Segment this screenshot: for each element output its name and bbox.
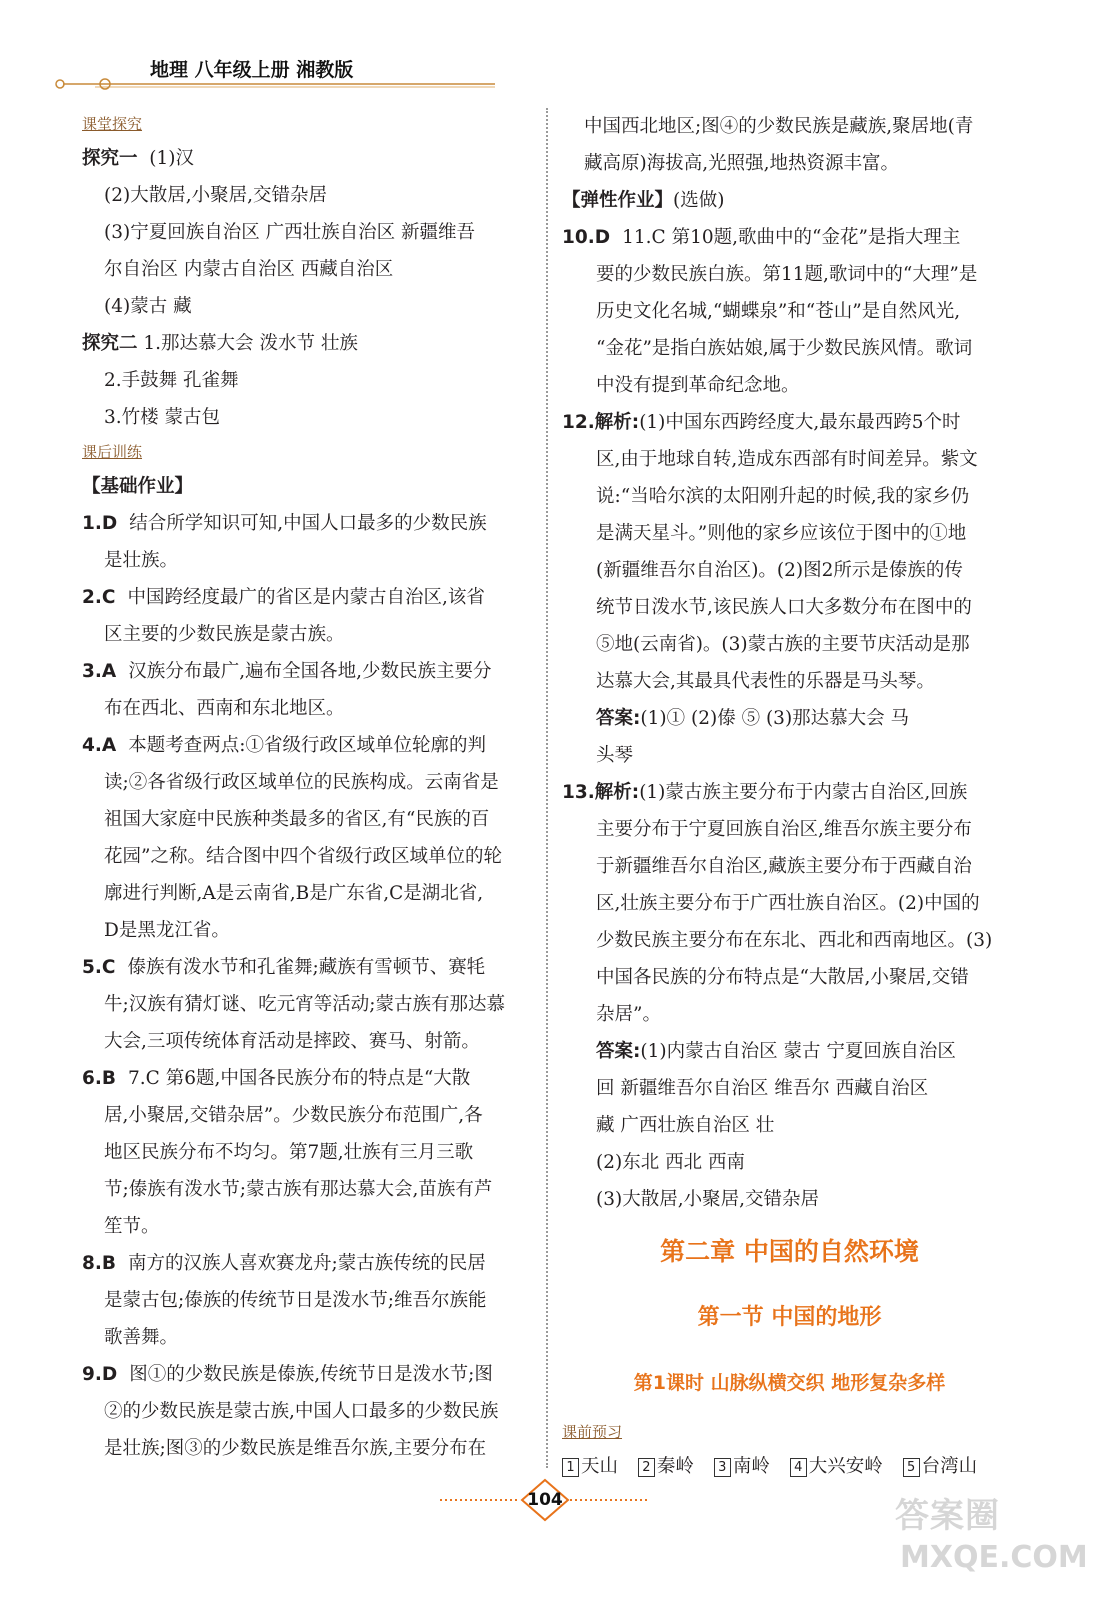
q4-text: 本题考查两点:①省级行政区域单位轮廓的判	[128, 735, 486, 756]
preview-item	[714, 1456, 770, 1477]
preview-item-number: 3	[714, 1458, 731, 1477]
q3-line1	[82, 653, 537, 690]
q6-line2: 居,小聚居,交错杂居”。少数民族分布范围广,各	[104, 1105, 483, 1126]
q4-line4: 花园”之称。结合图中四个省级行政区域单位的轮	[104, 846, 502, 867]
page-footer	[440, 1478, 650, 1522]
q8-number: 8.B	[82, 1253, 117, 1274]
q6-line5: 笙节。	[104, 1216, 160, 1237]
q13-line5: 少数民族主要分布在东北、西北和西南地区。(3)	[596, 930, 993, 951]
preview-item	[638, 1456, 694, 1477]
q1-text: 结合所学知识可知,中国人口最多的少数民族	[129, 513, 487, 534]
q12-line8: 达慕大会,其最具代表性的乐器是马头琴。	[596, 671, 935, 692]
q13-line1	[562, 774, 1017, 811]
section-tag-preview: 课前预习	[562, 1423, 623, 1441]
q4-line3: 祖国大家庭中民族种类最多的省区,有“民族的百	[104, 809, 490, 830]
q13-answer-line1	[562, 1033, 1017, 1070]
tanjiu2-line3: 3.竹楼 蒙古包	[104, 407, 221, 428]
tanjiu2-line2: 2.手鼓舞 孔雀舞	[104, 370, 239, 391]
q12-line5: (新疆维吾尔自治区)。(2)图2所示是傣族的传	[596, 560, 963, 581]
q4-line2: 读;②各省级行政区域单位的民族构成。云南省是	[104, 772, 499, 793]
q12-line7: ⑤地(云南省)。(3)蒙古族的主要节庆活动是那	[596, 634, 970, 655]
book-title: 地理 八年级上册 湘教版	[150, 59, 354, 81]
q8-text: 南方的汉族人喜欢赛龙舟;蒙古族传统的民居	[128, 1253, 486, 1274]
q13-text: (1)蒙古族主要分布于内蒙古自治区,回族	[639, 782, 968, 803]
q5-line1	[82, 949, 537, 986]
q4-line5: 廓进行判断,A是云南省,B是广东省,C是湖北省,	[104, 883, 484, 904]
q5-line3: 大会,三项传统体育活动是摔跤、赛马、射箭。	[104, 1031, 480, 1052]
q6-line1	[82, 1060, 537, 1097]
q4-line1	[82, 727, 537, 764]
q12-text: (1)中国东西跨经度大,最东最西跨5个时	[639, 412, 961, 433]
q9-line2: ②的少数民族是蒙古族,中国人口最多的少数民族	[104, 1401, 499, 1422]
q13-line2: 主要分布于宁夏回族自治区,维吾尔族主要分布	[596, 819, 972, 840]
q10-text: 11.C 第10题,歌曲中的“金花”是指大理主	[622, 227, 961, 248]
preview-item-text: 秦岭	[656, 1456, 694, 1477]
tanjiu1-line2: (2)大散居,小聚居,交错杂居	[104, 185, 327, 206]
q12-line4: 是满天星斗。”则他的家乡应该位于图中的①地	[596, 523, 967, 544]
q13-label: 解析:	[594, 782, 640, 803]
preview-item-text: 天山	[581, 1456, 619, 1477]
q6-text: 7.C 第6题,中国各民族分布的特点是“大散	[128, 1068, 471, 1089]
q6-line3: 地区民族分布不均匀。第7题,壮族有三月三歌	[104, 1142, 474, 1163]
q13-line7: 杂居”。	[596, 1004, 661, 1025]
q9-text: 图①的少数民族是傣族,传统节日是泼水节;图	[129, 1364, 493, 1385]
q12-answer-line1	[562, 700, 1017, 737]
preview-item	[562, 1456, 618, 1477]
tanjiu1-line4: 尔自治区 内蒙古自治区 西藏自治区	[104, 259, 394, 280]
q10-line3: 历史文化名城,“蝴蝶泉”和“苍山”是自然风光,	[596, 301, 961, 322]
q5-number: 5.C	[82, 957, 116, 978]
lesson-title: 第1课时 山脉纵横交织 地形复杂多样	[633, 1372, 946, 1394]
tanjiu2-line1	[82, 325, 537, 362]
tanjiu1-label: 探究一	[82, 148, 138, 169]
q12-line3: 说:“当哈尔滨的太阳刚升起的时候,我的家乡仍	[596, 486, 970, 507]
q4-number: 4.A	[82, 735, 117, 756]
q13-line3: 于新疆维吾尔自治区,藏族主要分布于西藏自治	[596, 856, 972, 877]
chapter-title: 第二章 中国的自然环境	[660, 1237, 919, 1266]
tanjiu2-text: 1.那达慕大会 泼水节 壮族	[143, 333, 358, 354]
q3-number: 3.A	[82, 661, 117, 682]
q2-line1	[82, 579, 537, 616]
preview-item-number: 5	[903, 1458, 920, 1477]
q12-answer-line2: 头琴	[596, 745, 634, 766]
q12-label: 解析:	[594, 412, 640, 433]
q13-answer-label: 答案:	[596, 1041, 641, 1062]
section-tag-class-explore: 课堂探究	[82, 115, 143, 133]
q5-line2: 牛;汉族有猜灯谜、吃元宵等活动;蒙古族有那达慕	[104, 994, 505, 1015]
q13-answer-line5: (3)大散居,小聚居,交错杂居	[596, 1189, 819, 1210]
page-number: 104	[527, 1490, 563, 1510]
q12-line6: 统节日泼水节,该民族人口大多数分布在图中的	[596, 597, 972, 618]
q6-number: 6.B	[82, 1068, 117, 1089]
q9-cont-line1: 中国西北地区;图④的少数民族是藏族,聚居地(青	[584, 116, 974, 137]
q12-number: 12.	[562, 412, 595, 433]
q12-answer-text: (1)① (2)傣 ⑤ (3)那达慕大会 马	[640, 708, 910, 729]
q6-line4: 节;傣族有泼水节;蒙古族有那达慕大会,苗族有芦	[104, 1179, 493, 1200]
q13-answer-line4: (2)东北 西北 西南	[596, 1152, 745, 1173]
q9-cont-line2: 藏高原)海拔高,光照强,地热资源丰富。	[584, 153, 899, 174]
q4-line6: D是黑龙江省。	[104, 920, 230, 941]
preview-item-number: 1	[562, 1458, 579, 1477]
q10-line1	[562, 219, 1017, 256]
q13-line4: 区,壮族主要分布于广西壮族自治区。(2)中国的	[596, 893, 980, 914]
preview-item-text: 台湾山	[921, 1456, 978, 1477]
preview-item	[790, 1456, 883, 1477]
tanjiu2-label: 探究二	[82, 333, 138, 354]
q2-number: 2.C	[82, 587, 116, 608]
preview-item-text: 大兴安岭	[808, 1456, 883, 1477]
preview-item-number: 4	[790, 1458, 807, 1477]
preview-item	[903, 1456, 978, 1477]
q13-number: 13.	[562, 782, 595, 803]
q13-answer-text: (1)内蒙古自治区 蒙古 宁夏回族自治区	[640, 1041, 956, 1062]
tanjiu1-line5: (4)蒙古 藏	[104, 296, 192, 317]
q5-text: 傣族有泼水节和孔雀舞;藏族有雪顿节、赛牦	[127, 957, 486, 978]
q13-line6: 中国各民族的分布特点是“大散居,小聚居,交错	[596, 967, 969, 988]
column-divider	[546, 108, 548, 1468]
preview-item-number: 2	[638, 1458, 655, 1477]
basic-homework-heading: 【基础作业】	[82, 476, 194, 497]
q1-number: 1.D	[82, 513, 118, 534]
q1-line2: 是壮族。	[104, 550, 179, 571]
tanjiu1-line3: (3)宁夏回族自治区 广西壮族自治区 新疆维吾	[104, 222, 475, 243]
q12-answer-label: 答案:	[596, 708, 641, 729]
q10-line4: “金花”是指白族姑娘,属于少数民族风情。歌词	[596, 338, 973, 359]
q2-text: 中国跨经度最广的省区是内蒙古自治区,该省	[127, 587, 485, 608]
q13-answer-line2: 回 新疆维吾尔自治区 维吾尔 西藏自治区	[596, 1078, 929, 1099]
left-column	[82, 108, 537, 1467]
elastic-note: (选做)	[673, 190, 725, 211]
section-title: 第一节 中国的地形	[697, 1305, 882, 1330]
elastic-homework-heading	[562, 182, 1017, 219]
q8-line2: 是蒙古包;傣族的传统节日是泼水节;维吾尔族能	[104, 1290, 487, 1311]
tanjiu1-line1	[82, 140, 537, 177]
watermark-url: MXQE.COM	[900, 1540, 1088, 1575]
q10-number: 10.D	[562, 227, 611, 248]
right-column	[562, 108, 1017, 1485]
header-ornament	[55, 76, 495, 96]
q8-line3: 歌善舞。	[104, 1327, 179, 1348]
q9-line1	[82, 1356, 537, 1393]
q2-line2: 区主要的少数民族是蒙古族。	[104, 624, 345, 645]
preview-item-text: 南岭	[732, 1456, 770, 1477]
tanjiu1-text: (1)汉	[149, 148, 194, 169]
q12-line1	[562, 404, 1017, 441]
q10-line2: 要的少数民族白族。第11题,歌词中的“大理”是	[596, 264, 978, 285]
q9-line3: 是壮族;图③的少数民族是维吾尔族,主要分布在	[104, 1438, 487, 1459]
watermark-logo: 答案圈	[895, 1496, 1000, 1536]
q3-line2: 布在西北、西南和东北地区。	[104, 698, 345, 719]
section-tag-after-class: 课后训练	[82, 443, 143, 461]
q13-answer-line3: 藏 广西壮族自治区 壮	[596, 1115, 775, 1136]
q10-line5: 中没有提到革命纪念地。	[596, 375, 800, 396]
q1-line1	[82, 505, 537, 542]
q12-line2: 区,由于地球自转,造成东西部有时间差异。紫文	[596, 449, 978, 470]
q9-number: 9.D	[82, 1364, 118, 1385]
q8-line1	[82, 1245, 537, 1282]
q3-text: 汉族分布最广,遍布全国各地,少数民族主要分	[128, 661, 492, 682]
elastic-label: 【弹性作业】	[562, 190, 674, 211]
